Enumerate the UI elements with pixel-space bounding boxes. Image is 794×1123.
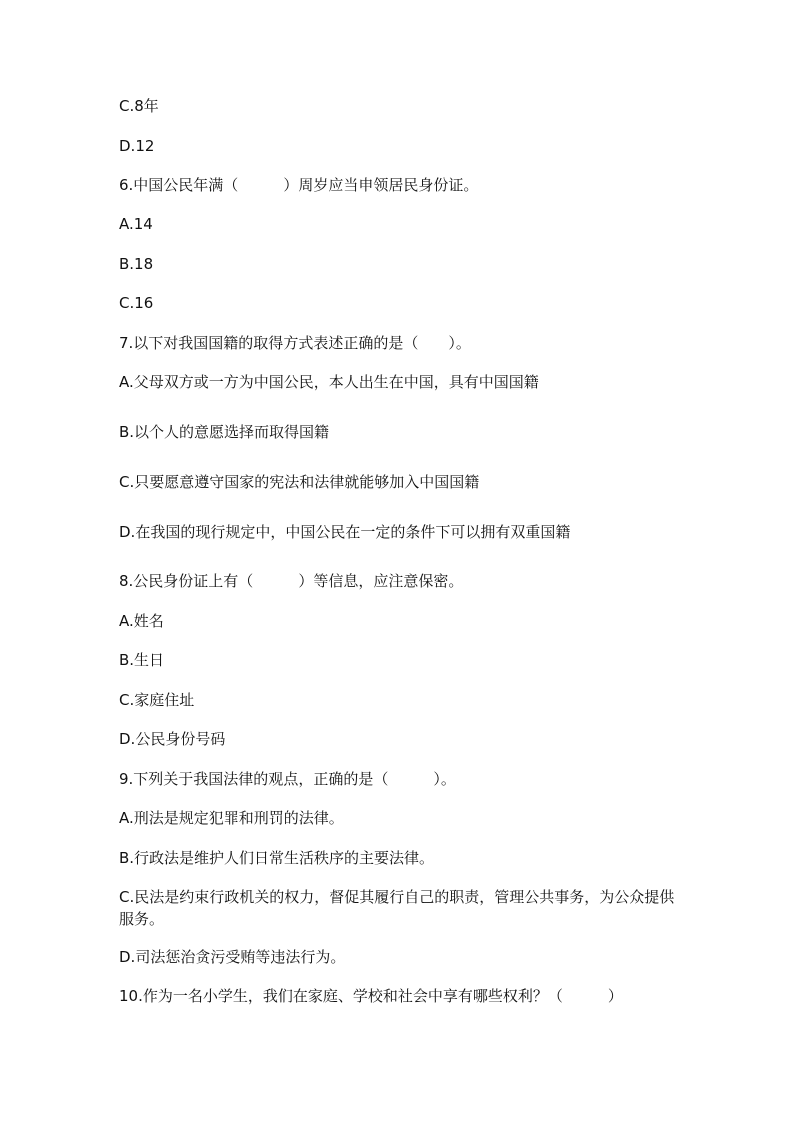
question-10: 10.作为一名小学生，我们在家庭、学校和社会中享有哪些权利？（ ）	[119, 987, 623, 1005]
option-7b: B.以个人的意愿选择而取得国籍	[119, 423, 330, 441]
option-5d: D.12	[119, 137, 155, 155]
option-6b: B.18	[119, 255, 154, 273]
question-9: 9.下列关于我国法律的观点，正确的是（ ）。	[119, 770, 456, 788]
question-6: 6.中国公民年满（ ）周岁应当申领居民身份证。	[119, 176, 479, 194]
option-6c: C.16	[119, 294, 154, 312]
option-8c: C.家庭住址	[119, 691, 195, 709]
option-8a: A.姓名	[119, 612, 164, 630]
question-7: 7.以下对我国国籍的取得方式表述正确的是（ ）。	[119, 334, 471, 352]
option-6a: A.14	[119, 215, 153, 233]
option-7c: C.只要愿意遵守国家的宪法和法律就能够加入中国国籍	[119, 473, 480, 491]
option-9c: C.民法是约束行政机关的权力，督促其履行自己的职责，管理公共事务，为公众提供服务。	[119, 888, 675, 928]
option-8b: B.生日	[119, 651, 165, 669]
option-8d: D.公民身份号码	[119, 730, 226, 748]
option-9a: A.刑法是规定犯罪和刑罚的法律。	[119, 809, 344, 827]
option-5c: C.8年	[119, 97, 159, 115]
option-9d: D.司法惩治贪污受贿等违法行为。	[119, 948, 346, 966]
option-9b: B.行政法是维护人们日常生活秩序的主要法律。	[119, 849, 435, 867]
option-7d: D.在我国的现行规定中，中国公民在一定的条件下可以拥有双重国籍	[119, 523, 571, 541]
option-7a: A.父母双方或一方为中国公民，本人出生在中国，具有中国国籍	[119, 373, 539, 391]
question-8: 8.公民身份证上有（ ）等信息，应注意保密。	[119, 572, 464, 590]
